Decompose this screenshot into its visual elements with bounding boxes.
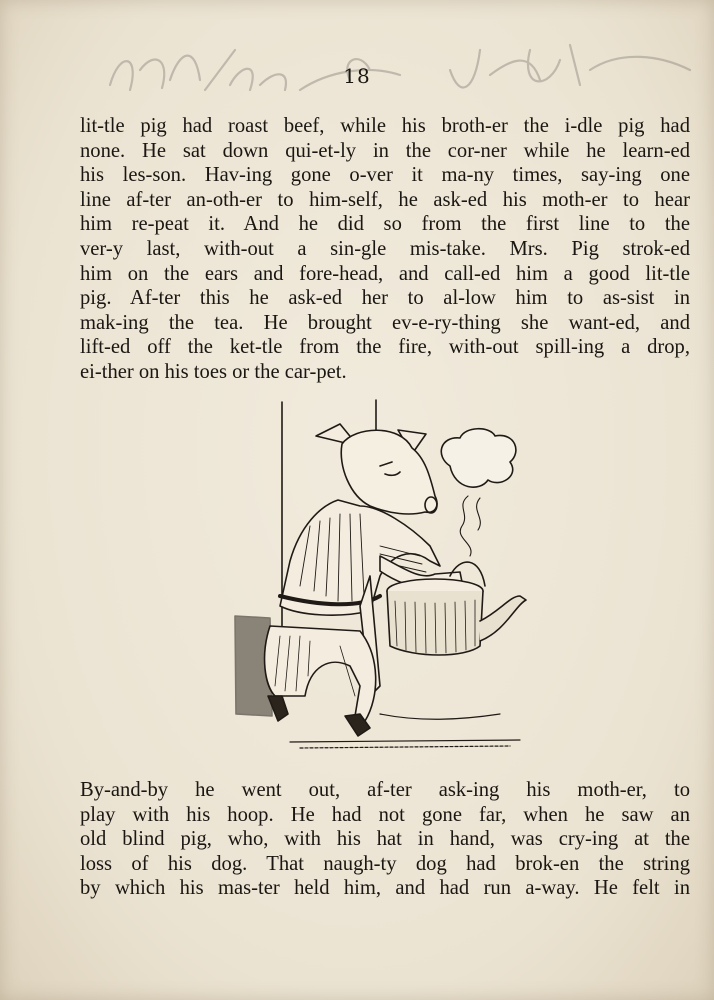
text-line: him re-peat it. And he did so from the first line to the	[80, 213, 690, 236]
text-line: loss of his dog. That naugh-ty dog had brok-en the string	[80, 852, 690, 875]
text-line: line af-ter an-oth-er to him-self, he ask-ed his moth-er to hear	[80, 188, 690, 211]
text-line: mak-ing the tea. He brought ev-e-ry-thing she want-ed, and	[80, 311, 690, 334]
text-line: ver-y last, with-out a sin-gle mis-take. Mrs. Pig strok-ed	[80, 237, 690, 260]
text-line: lit-tle pig had roast beef, while his broth-er the i-dle pig had	[80, 115, 690, 137]
text-line: old blind pig, who, with his hat in hand, was cry-ing at the	[80, 828, 690, 851]
text-line: By-and-by he went out, af-ter ask-ing his moth-er, to	[80, 779, 690, 801]
paragraph-2	[80, 778, 690, 901]
page-number: 18	[343, 64, 371, 88]
pig-with-kettle-illustration	[230, 396, 530, 760]
text-line: ei-ther on his toes or the car-pet.	[80, 360, 347, 383]
text-line: him on the ears and fore-head, and call-ed him a good lit-tle	[80, 262, 690, 285]
text-line: none. He sat down qui-et-ly in the cor-ner while he learn-ed	[80, 139, 690, 162]
text-line: pig. Af-ter this he ask-ed her to al-low him to as-sist in	[80, 287, 690, 310]
text-line: his les-son. Hav-ing gone o-ver it ma-ny times, say-ing one	[80, 164, 690, 187]
text-line: by which his mas-ter held him, and had run a-way. He felt in	[80, 877, 690, 900]
paragraph-1	[80, 114, 690, 385]
text-line: play with his hoop. He had not gone far, when he saw an	[80, 803, 690, 826]
text-line: lift-ed off the ket-tle from the fire, with-out spill-ing a drop,	[80, 336, 690, 359]
